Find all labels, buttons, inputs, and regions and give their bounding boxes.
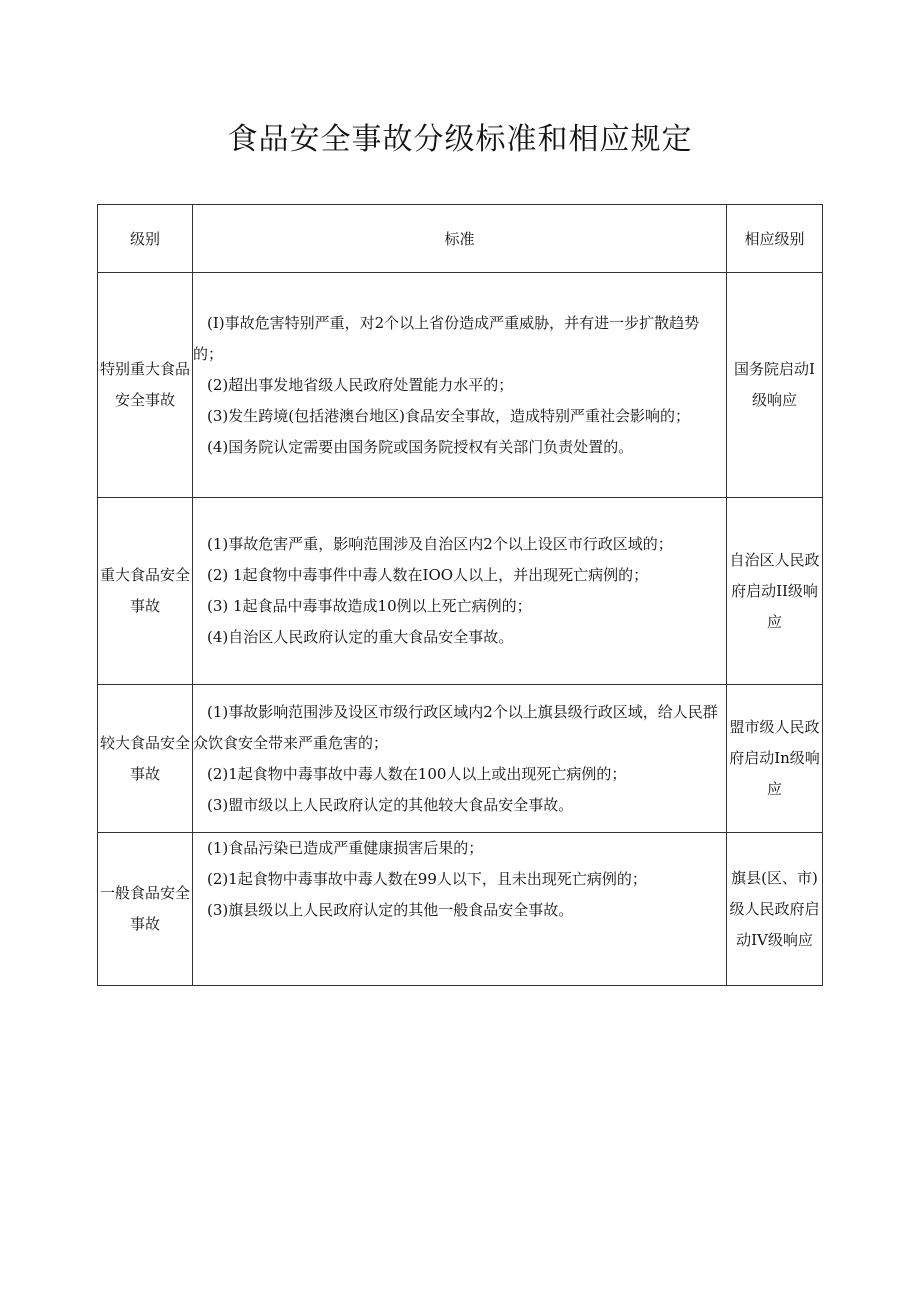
table-row xyxy=(98,685,823,833)
criteria-item: (3)盟市级以上人民政府认定的其他较大食品安全事故。 xyxy=(207,795,574,814)
response-cell: 国务院启动I级响应 xyxy=(727,273,823,498)
criteria-item: (1)事故影响范围涉及设区市级行政区域内2个以上旗县级行政区域，给人民群众饮食安全带来严重危害的； xyxy=(193,702,718,752)
response-cell: 盟市级人民政府启动In级响应 xyxy=(727,685,823,833)
level-cell: 一般食品安全事故 xyxy=(98,833,193,986)
criteria-item: (2) 1起食物中毒事件中毒人数在IOO人以上，并出现死亡病例的； xyxy=(207,566,649,584)
table-header-row xyxy=(98,205,823,273)
level-cell: 较大食品安全事故 xyxy=(98,685,193,833)
grading-table xyxy=(97,204,823,986)
criteria-cell xyxy=(193,833,727,986)
criteria-item: (4)国务院认定需要由国务院或国务院授权有关部门负责处置的。 xyxy=(207,437,634,456)
response-cell: 自治区人民政府启动II级响应 xyxy=(727,498,823,685)
header-level: 级别 xyxy=(98,205,193,273)
criteria-item: (1)事故危害严重，影响范围涉及自治区内2个以上设区市行政区域的； xyxy=(207,535,673,553)
header-response: 相应级别 xyxy=(727,205,823,273)
criteria-item: (3)发生跨境(包括港澳台地区)食品安全事故，造成特别严重社会影响的； xyxy=(207,406,690,425)
criteria-item: (3) 1起食品中毒事故造成10例以上死亡病例的； xyxy=(207,597,532,615)
table-row xyxy=(98,273,823,498)
criteria-item: (I)事故危害特别严重，对2个以上省份造成严重威胁，并有进一步扩散趋势的； xyxy=(193,313,700,363)
criteria-cell xyxy=(193,685,727,833)
criteria-item: (4)自治区人民政府认定的重大食品安全事故。 xyxy=(207,628,514,646)
criteria-item: (2)1起食物中毒事故中毒人数在100人以上或出现死亡病例的； xyxy=(207,764,627,783)
criteria-item: (2)1起食物中毒事故中毒人数在99人以下，且未出现死亡病例的； xyxy=(207,870,647,888)
table-row xyxy=(98,498,823,685)
criteria-cell xyxy=(193,498,727,685)
criteria-item: (3)旗县级以上人民政府认定的其他一般食品安全事故。 xyxy=(207,901,574,919)
criteria-item: (1)食品污染已造成严重健康损害后果的； xyxy=(207,839,484,857)
response-cell: 旗县(区、市)级人民政府启动IV级响应 xyxy=(727,833,823,986)
criteria-item: (2)超出事发地省级人民政府处置能力水平的； xyxy=(207,375,514,394)
header-criteria: 标准 xyxy=(193,205,727,273)
criteria-cell xyxy=(193,273,727,498)
level-cell: 重大食品安全事故 xyxy=(98,498,193,685)
level-cell: 特别重大食品安全事故 xyxy=(98,273,193,498)
table-row xyxy=(98,833,823,986)
page-title: 食品安全事故分级标准和相应规定 xyxy=(227,122,693,157)
